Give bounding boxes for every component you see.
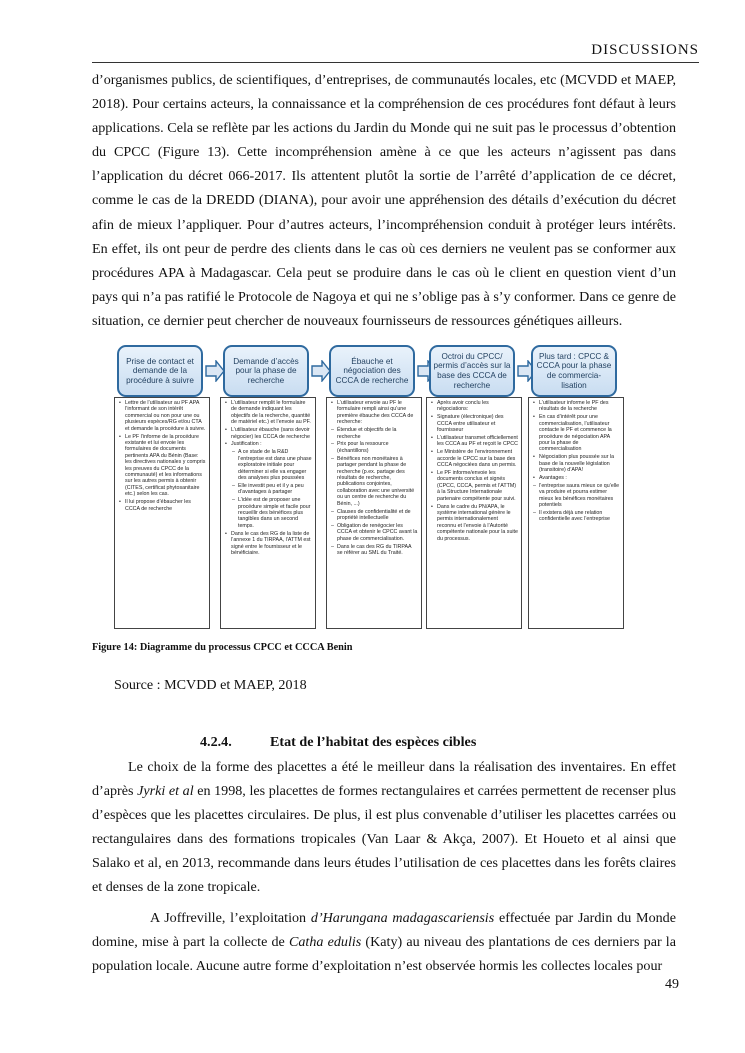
list-item: • Lettre de l’utilisateur au PF APA l’informant de son intérêt commercial ou non pour une ou plusieurs espèces/RG et/ou CTA et demande la procédure à suivre. bbox=[125, 400, 206, 432]
list-item: – Obligation de renégocier les CCCA et obtenir le CPCC avant la phase de commercialisation. bbox=[337, 523, 418, 542]
text-line: effectuée par Jardin du Monde bbox=[494, 910, 676, 926]
list-item: – Étendue et objectifs de la recherche bbox=[337, 427, 418, 440]
text-line: comme le cas de la DREDD (DIANA), pour avoir une appréhension des détails d’exécution du décret bbox=[92, 192, 676, 209]
step-title: Prise de contact et demande de la procédure à suivre bbox=[117, 345, 203, 397]
list-item: • L’utilisateur remplit le formulaire de demande indiquant les objectifs de la recherche, quantité de matériel etc.) et l’envoie au PF. bbox=[231, 400, 312, 426]
process-diagram bbox=[114, 345, 630, 631]
text-italic: Catha edulis bbox=[288, 934, 362, 951]
text-line: 2018). Pour certains acteurs, la connaissance et la compréhension de ces procédures font défaut à leurs bbox=[92, 96, 676, 113]
list-item: • Dans le cadre du PN/APA, le système international génère le permis internationalement reconnu et l’envoie à l’Autorité compétente nationale pour la suite du processus. bbox=[437, 504, 518, 542]
list-item: • Signature (électronique) des CCCA entre utilisateur et fournisseur bbox=[437, 414, 518, 433]
list-item: – A ce stade de la R&D l’entreprise est dans une phase exploratoire initiale pour déterminer si elle va engager des analyses plus poussées bbox=[238, 449, 312, 481]
list-item: • L’utilisateur informe le PF des résultats de la recherche bbox=[539, 400, 620, 413]
arrow-right-icon bbox=[311, 360, 331, 382]
list-item: • Il lui propose d’ébaucher les CCCA de recherche bbox=[125, 499, 206, 512]
text-line: d’organismes publics, de scientifiques, d’entreprises, de communautés locales, etc (MCVDD et MAEP, bbox=[92, 72, 676, 88]
header-rule bbox=[92, 62, 699, 63]
list-item: • L’utilisateur ébauche (sans devoir négocier) les CCCA de recherche bbox=[231, 427, 312, 440]
paragraph-habitat bbox=[92, 755, 676, 900]
step-description bbox=[528, 397, 624, 629]
text-line: du CPCC (Figure 13). Cette incompréhension amène à ce que les acteurs n’agissent pas dans bbox=[92, 144, 676, 161]
text-line: de la zone tropicale. bbox=[146, 879, 261, 896]
text-line: procédures APA à Madagascar. Cela peut se produire dans le cas où le client en question vient d’un bbox=[92, 264, 676, 281]
running-head: DISCUSSIONS bbox=[591, 42, 699, 58]
list-item: – Bénéfices non monétaires à partager pendant la phase de recherche (p.ex. partage des résultats de recherche, publications conjointes, collaboration avec une université ou un centre de recherche du Bénin, ...) bbox=[337, 456, 418, 507]
list-item: • En cas d’intérêt pour une commercialisation, l’utilisateur contacte le PF et commence la procédure de négociation APA pour la phase de commercialisation bbox=[539, 414, 620, 452]
list-item: – L’idée est de proposer une procédure simple et facile pour recueillir des bénéfices plus tangibles dans un second temps. bbox=[238, 497, 312, 529]
list-item: – Clauses de confidentialité et de propriété intellectuelle bbox=[337, 509, 418, 522]
step-description bbox=[220, 397, 316, 629]
figure-caption: Figure 14: Diagramme du processus CPCC et CCCA Benin bbox=[92, 642, 353, 653]
text-line: population locale. Aucune autre forme d’exploitation n’est observée hormis les collectes locales pour bbox=[92, 958, 663, 975]
step-title: Octroi du CPCC/ permis d’accès sur la base des CCCA de recherche bbox=[429, 345, 515, 397]
list-item: • Justification : bbox=[231, 441, 312, 447]
section-number: 4.2.4. bbox=[200, 734, 232, 750]
paragraph-joffreville bbox=[92, 906, 676, 978]
list-item: – l’entreprise saura mieux ce qu’elle va produire et pourra estimer mieux les bénéfices monétaires potentiels bbox=[539, 483, 620, 509]
text-line: (Katy) au niveau des plantations de ces derniers par la bbox=[361, 934, 676, 951]
list-item: – Il existera déjà une relation confidentielle avec l’entreprise bbox=[539, 510, 620, 523]
page-number: 49 bbox=[665, 977, 679, 992]
text-line: domine, mise à part la collecte de bbox=[92, 934, 289, 951]
list-item: • Le PF informe/envoie les documents conclus et signés (CPCC, CCCA, permis et l’ATTM) à la Structure Internationale partenaire compétente pour suivi. bbox=[437, 470, 518, 502]
list-item: • Le Ministère de l’environnement accorde le CPCC sur la base des CCCA négociées dans un permis. bbox=[437, 449, 518, 468]
list-item: • L’utilisateur transmet officiellement les CCCA au PF et reçoit le CPCC bbox=[437, 435, 518, 448]
list-item: – Elle investit peu et il y a peu d’avantages à partager bbox=[238, 483, 312, 496]
arrow-right-icon bbox=[205, 360, 225, 382]
figure-source: Source : MCVDD et MAEP, 2018 bbox=[114, 677, 307, 693]
list-item: • Le PF l’informe de la procédure existante et lui envoie les formulaires de documents pertinents APA du Bénin (Base: les directives nationales y compris les preuves du CPCC de la communauté) et les informations sur les autres permis à obtenir (CITES, certificat phytosanitaire etc.) selon les cas. bbox=[125, 434, 206, 498]
step-title: Plus tard : CPCC & CCCA pour la phase de commercia-lisation bbox=[531, 345, 617, 397]
step-description bbox=[426, 397, 522, 629]
step-description bbox=[326, 397, 422, 629]
text-line: d’après bbox=[92, 783, 138, 800]
text-line: Le choix de la forme des placettes a été le meilleur dans la réalisation des inventaires. En effet bbox=[128, 759, 676, 775]
text-line: A Joffreville, l’exploitation bbox=[150, 910, 311, 926]
list-item: – Prix pour la ressource (échantillons) bbox=[337, 441, 418, 454]
text-line: effet, ils ont peur de perdre des clients dans le cas où ces derniers ne veulent pas se conformer aux bbox=[111, 240, 676, 257]
step-title: Ébauche et négociation des CCCA de recherche bbox=[329, 345, 415, 397]
section-title: Etat de l’habitat des espèces cibles bbox=[270, 734, 477, 750]
text-line: afin de mieux l’appliquer. Pour d’autres acteurs, l’incompréhension conduit à protéger leurs intérêts. En bbox=[92, 216, 676, 257]
step-description bbox=[114, 397, 210, 629]
list-item: • Après avoir conclu les négociations: bbox=[437, 400, 518, 413]
paragraph-intro bbox=[92, 68, 676, 333]
list-item: • Négociation plus poussée sur la base de la nouvelle législation (transitoire) d’APA! bbox=[539, 454, 620, 473]
section-heading bbox=[200, 734, 476, 751]
list-item: – Dans le cas des RG du TIRPAA se référer au SML du Traité. bbox=[337, 544, 418, 557]
text-line: d’espèces que les placettes circulaires. De plus, il est plus convenable d’utiliser les placettes carrées ou bbox=[92, 807, 676, 824]
text-line: applications. Cela se reflète par les actions du Jardin du Monde qui ne suit pas le processus d’obtention bbox=[92, 120, 676, 137]
list-item: • Avantages : bbox=[539, 475, 620, 481]
text-line: pays qui n’a pas ratifié le Protocole de Nagoya et qui ne s’oblige pas à s’y conformer. Dans ce genre de bbox=[92, 288, 676, 305]
text-line: et al, en 2013, recommande dans leurs études l’utilisation de ces placettes dans les forêts claires et denses bbox=[92, 855, 677, 896]
list-item: • Dans le cas des RG de la liste de l’annexe 1 du TIRPAA, l’ATTM est signé entre le fournisseur et le bénéficiaire. bbox=[231, 531, 312, 557]
text-line: en 1998, les placettes de formes rectangulaires et carrées permettent de recenser plus bbox=[193, 783, 676, 800]
step-title: Demande d’accès pour la phase de recherche bbox=[223, 345, 309, 397]
text-line: rectangulaires dans des formations tropicales (Van Laar & Akça, 2007). Et Houeto et al ainsi que Salako bbox=[92, 831, 676, 872]
text-italic: Jyrki et al bbox=[137, 783, 194, 800]
text-line: l’application du décret 066-2017. Ils attentent plutôt la sortie de l’arrêté d’application de ce décret, bbox=[92, 168, 676, 185]
list-item: • L’utilisateur envoie au PF le formulaire rempli ainsi qu’une première ébauche des CCCA de recherche: bbox=[337, 400, 418, 426]
text-line: situation, ce dernier peut chercher de nouveaux fournisseurs de ressources génétiques ailleurs. bbox=[92, 312, 623, 329]
text-italic: d’Harungana madagascariensis bbox=[310, 910, 495, 926]
